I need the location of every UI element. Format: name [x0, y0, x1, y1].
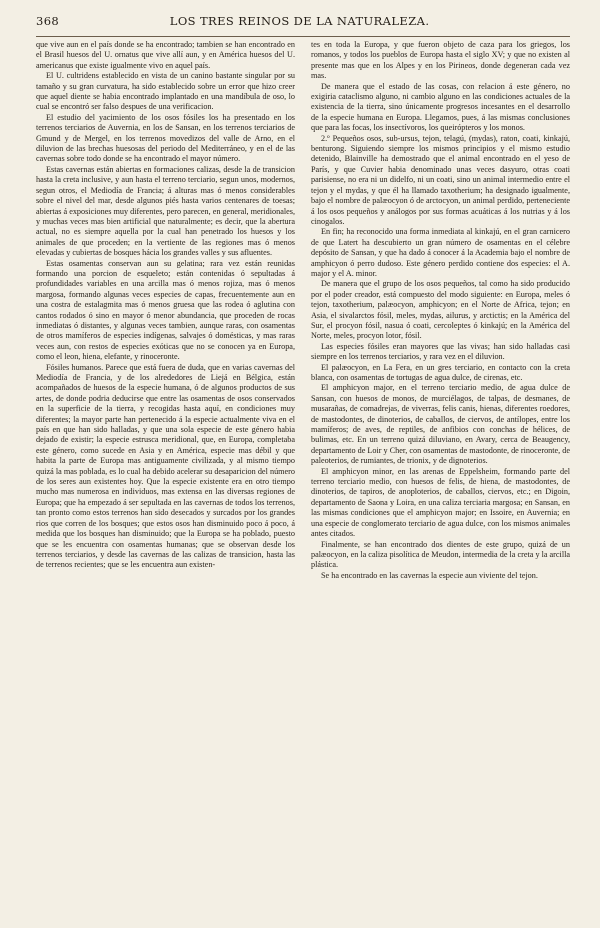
paragraph: 2.º Pequeños osos, sub-ursus, tejon, telagú, (mydas), raton, coati, kinkajú, benturong. Siguiendo siempre los mismos principios y el mismo estudio detenido, Blainville ha demostrado que el animal encontrado en el yeso de París, y que Cuvier habia denominado unas veces dasyuro, otras coati parisiense, no era ni un didelfo, ni un coati, sino un animal intermedio entre el tejon y el mydas, y que él ha llamado taxotherium; ha designado igualmente, bajo el nombre de palæocyon ó de arctocyon, un animal perdido, perteneciente á los osos pequeños y análogos por sus formas acuáticas á los nutrias y á los cinogalos. [311, 133, 570, 226]
paragraph: Estas cavernas están abiertas en formaciones calizas, desde la de transicion hasta la creta inclusive, y aun hasta el terreno terciario, segun unos, modernos, segun otros, el Mediodía de Francia; á alturas mas ó menos considerables sobre el nivel del mar, desde algunos piés hasta varios centenares de toesas; abiertas á exposiciones muy diferentes, pero parecen, en general, meridionales, y muchas veces mas bien artificial que naturalmente; es decir, que la abertura actual, no es siempre aquella por la cual han penetrado los huesos y los animales de que proceden; en la vertiente de las regiones mas ó menos elevadas y cubiertas de bosques hácia los grandes valles y sus afluentes. [36, 164, 295, 258]
paragraph: El amphicyon major, en el terreno terciario medio, de agua dulce de Sansan, con huesos de monos, de murciélagos, de talpas, de desmanes, de musarañas, de comadrejas, de viverras, felis canis, hienas, diferentes roedores, de mastodontes, de dinoterios, de caballos, de ciervos, de antílopes, entre los mamíferos; de aves, de reptiles, de anfibios con conchas de hélices, de bulimas, etc. En un terreno quizá diluviano, en Avary, cerca de Beaugency, departamento de Loir y Cher, con osamentas de mastodonte, de rinoceronte, de paleoterios, de rumiantes, de trionix, y de dignoterios. [311, 383, 570, 466]
right-column [311, 40, 570, 920]
left-column [36, 40, 295, 920]
text-columns [36, 40, 570, 920]
page-number: 368 [36, 14, 60, 28]
paragraph: Se ha encontrado en las cavernas la especie aun viviente del tejon. [321, 570, 538, 580]
paragraph: El estudio del yacimiento de los osos fósiles los ha presentado en los terrenos terciarios de Auvernia, en los de Sansan, en los terrenos terciarios de Gmund y de Mergel, en los terrenos movedizos del valle de Arno, en el diluvion de las brechas huesosas del periodo del Mediterráneo, y en el de las cavernas sobre todo donde se ha encontrado el mayor número. [36, 112, 295, 164]
paragraph: En fin; ha reconocido una forma inmediata al kinkajú, en el gran carnicero de que Latert ha descubierto un gran número de osamentas en el célebre depósito de Sansan, y que ha dado á conocer á la Academia bajo el nombre de amphicyon ó perro dudoso. Este género perdido contiene dos especies: el A. major y el A. minor. [311, 227, 570, 278]
paragraph: que vive aun en el país donde se ha encontrado; tambien se han encontrado en el Brasil huesos del U. ornatus que vive allí aun, y en América huesos del U. americanus que existe igualmente vivo en aquel país. [36, 40, 295, 70]
paragraph: El amphicyon minor, en las arenas de Eppelsheim, formando parte del terreno terciario medio, con huesos de felis, de hiena, de mastodontes, de dinoterios, de tapiros, de anoploterios, de caballos, ciervos, etc.; en Digoin, departamento de Saona y Loira, en una caliza terciaria margosa; en Sansan, en las mismas condiciones que el amphicyon major; en Issoire, en Auvernia; en una especie de conglomerato terciario de agua dulce, con los mismos animales antes citados. [311, 466, 570, 539]
running-title: LOS TRES REINOS DE LA NATURALEZA. [169, 14, 430, 28]
paragraph: De manera que el estado de las cosas, con relacion á este género, no exigiria cataclismo alguno, ni cambio alguno en las condiciones actuales de la existencia de la tierra, sino únicamente progresos incesantes en el desarrollo de la especie humana en Europa. Llegamos, pues, á las mismas conclusiones que para las focas, los insectívoros, los queirópteros y los monos. [311, 81, 570, 133]
paragraph: tes en toda la Europa, y que fueron objeto de caza para los griegos, los romanos, y todos los pueblos de Europa hasta el siglo XV; y que no existen al presente mas que en los Alpes y en los Pirineos, donde degeneran cada vez mas. [311, 40, 570, 81]
paragraph: Estas osamentas conservan aun su gelatina; rara vez están reunidas formando una porcion de esqueleto; están contenidas ó sepultadas á profundidades variables en una arcilla mas ó menos rojiza, mas ó menos margosa, formando algunas veces especies de capas, frecuentemente aun en una costra de estalagmita mas ó menos gruesa que las rodea ó aglutina con cantos rodados ó sino en mayor ó menor abundancia, que proceden de rocas inmediatas ó distantes, y algunas veces tambien, aunque raras, con osamentas de otros mamíferos de especies indígenas, salvajes ó domésticas, y mas raras veces aun, con restos de especies exóticas que no se conocen ya en Europa, como el leon, hiena, elefante, y rinoceronte. [36, 258, 295, 362]
paragraph: El palæocyon, en La Fera, en un gres terciario, en contacto con la creta blanca, con osamentas de tortugas de agua dulce, de cirenas, etc. [311, 362, 570, 382]
page-header [36, 14, 570, 37]
paragraph: De manera que el grupo de los osos pequeños, tal como ha sido producido por el poder creador, está compuesto del modo siguiente: en Europa, meles ó tejon, taxotherium, palæocyon, amphicyon; en el Norte de Africa, tejon; en Asia, el sivalarctos fósil, meles, mydas, ailurus, y arctictis; en la América del Sur, el procyon fósil, nasua ó coati, cercoleptes ó kinkajú; en la América del Norte, meles, procyon lotor, fósil. [311, 279, 570, 341]
paragraph: Fósiles humanos. Parece que está fuera de duda, que en varias cavernas del Mediodía de Francia, y de los alrededores de Liejá en Bélgica, están acompañados de huesos de la especie humana, ó de algunos productos de sus artes, de donde podria deducirse que entre las osamentas de osos conservados en la superficie de la tierra, y recogidas hasta aquí, en condiciones muy diferentes; la mayor parte han pertenecido á la especie actualmente viva en el país en que han sido halladas, y que una sola especie de este género habia dejado de existir; la especie estrusca meridional, que, en Europa, completaba este género, como sucede en Asia y en América, especie mas débil y que habita la parte de Europa mas antiguamente civilizada, y al mismo tiempo quizá la mas poblada, es lo cual ha debido acelerar su desaparicion del número de los seres aun existentes hoy. Que la especie existente era en otro tiempo mucho mas numerosa en individuos, mas extensa en las diversas regiones de Europa; que ha empezado á ser sepultada en las cavernas de todos los terrenos, tan pronto como estos terrenos han sido desecados y surcados por los grandes rios que corren de los bosques; que estos osos han disminuido poco á poco, á medida que los bosques han disminuido; que la Europa se ha poblado, puesto que se les encuentra con osamentas humanas; que se observan desde los terrenos terciarios, y desde las cavernas de las calizas de transicion, hasta las de terrenos recientes; que se les encuentra aun existen- [36, 362, 295, 570]
paragraph: El U. cultridens establecido en vista de un canino bastante singular por su tamaño y su gran curvatura, ha sido establecido sobre un error que hizo creer que aquel diente se habia encontrado implantado en una mandíbula de oso, lo cual se encontró ser falso despues de una verificacion. [36, 71, 295, 112]
paragraph: Las especies fósiles eran mayores que las vivas; han sido halladas casi siempre en los terrenos terciarios, y rara vez en el diluvion. [311, 341, 570, 362]
paragraph: Finalmente, se han encontrado dos dientes de este grupo, quizá de un palæocyon, en la caliza pisolítica de Meudon, intermedia de la creta y la arcilla plástica. [311, 539, 570, 570]
